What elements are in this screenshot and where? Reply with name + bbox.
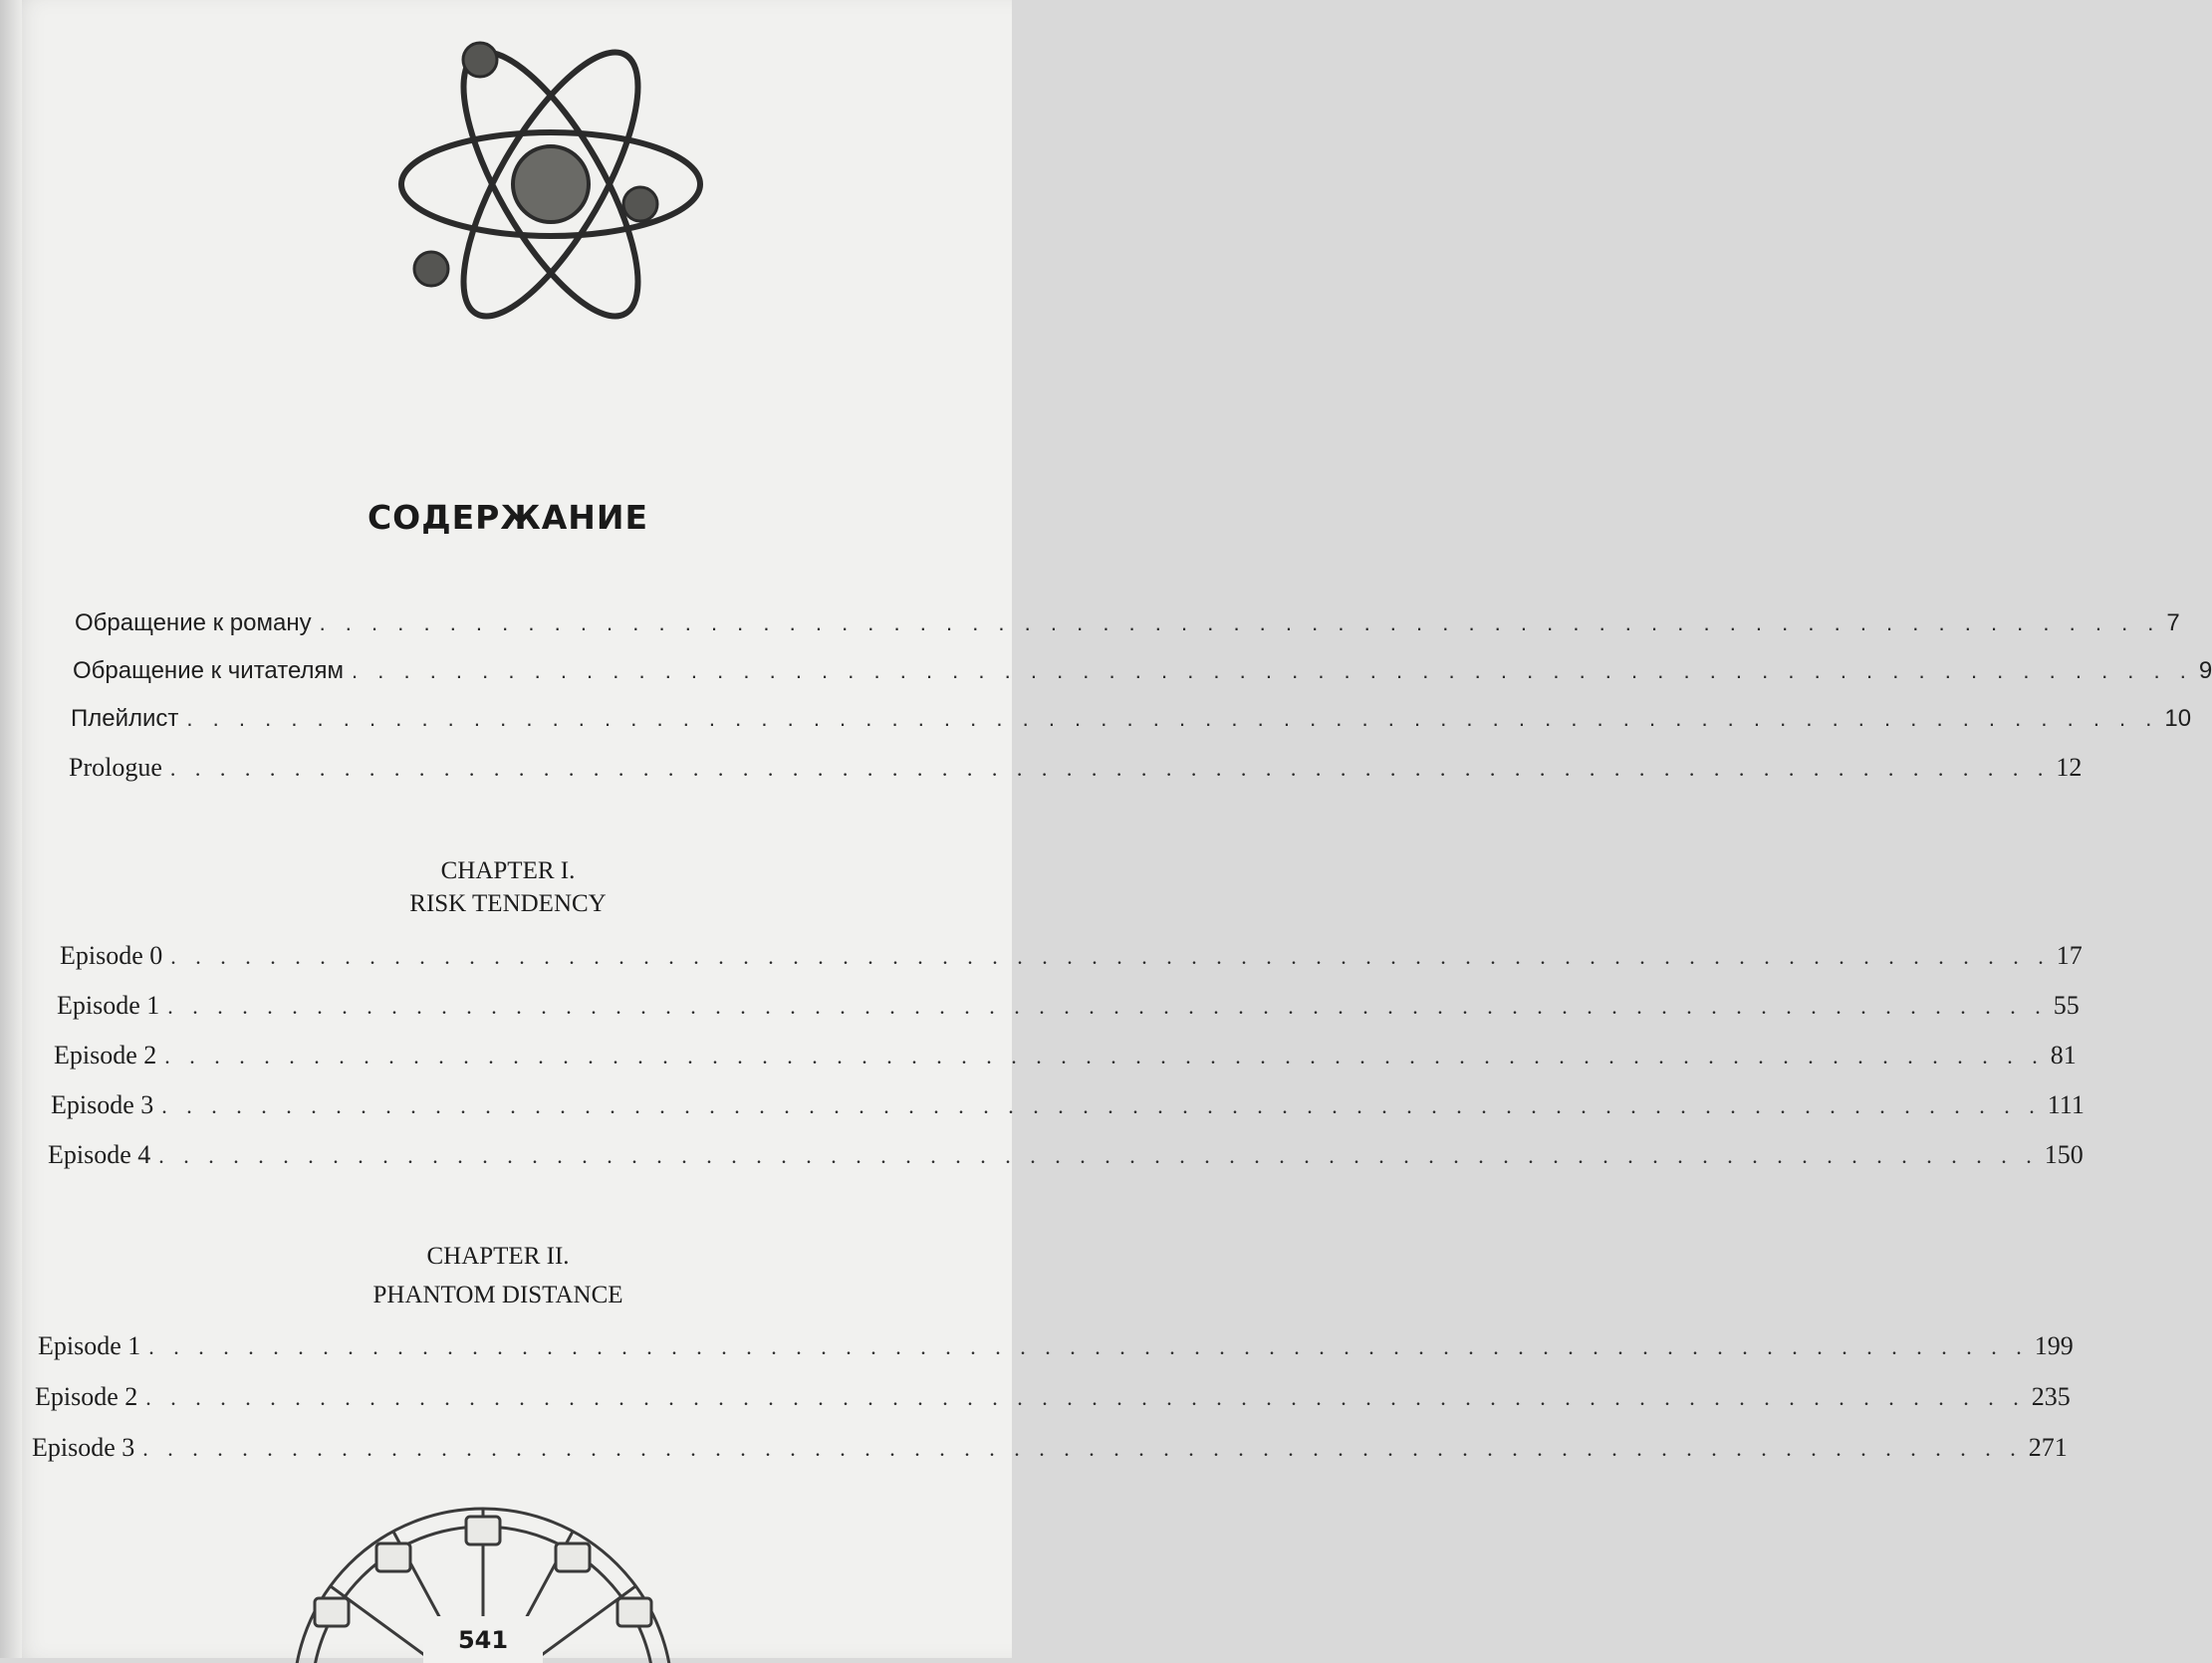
atom-icon — [396, 40, 705, 329]
toc-entry[interactable] — [73, 657, 2212, 685]
toc-leader-dots: . . . . . . . . . . . . . . . . . . . . . . . . . . . . . . . . . . . . . . . . . . . . . . . . . . . . . . . . . . . . . . . . . . . . . . . . . . . . — [158, 1143, 2039, 1168]
toc-leader-dots: . . . . . . . . . . . . . . . . . . . . . . . . . . . . . . . . . . . . . . . . . . . . . . . . . . . . . . . . . . . . . . . . . . . . . . . . . . . . — [186, 706, 2159, 731]
toc-entry-label: Episode 3 — [51, 1090, 154, 1119]
toc-entry[interactable] — [48, 1140, 2084, 1170]
toc-leader-dots: . . . . . . . . . . . . . . . . . . . . . . . . . . . . . . . . . . . . . . . . . . . . . . . . . . . . . . . . . . . . . . . . . . . . . . . — [319, 610, 2161, 635]
toc-entry-page: 55 — [2053, 991, 2080, 1020]
toc-entry[interactable] — [75, 609, 2180, 637]
toc-entry[interactable] — [38, 1331, 2074, 1361]
toc-entry-page: 9 — [2198, 657, 2212, 684]
toc-entry-page: 10 — [2164, 705, 2192, 732]
chapter-heading — [299, 854, 717, 920]
toc-leader-dots: . . . . . . . . . . . . . . . . . . . . . . . . . . . . . . . . . . . . . . . . . . . . . . . . . . . . . . . . . . . . . . . . . . . . . . . . . . . . — [148, 1334, 2029, 1359]
toc-entry-page: 235 — [2031, 1382, 2071, 1411]
toc-entry-label: Episode 0 — [60, 941, 163, 970]
toc-entry-label: Episode 1 — [57, 991, 160, 1020]
page-title: СОДЕРЖАНИЕ — [367, 498, 649, 537]
toc-entry[interactable] — [32, 1433, 2068, 1463]
toc-entry-page: 17 — [2056, 941, 2083, 970]
toc-entry[interactable] — [51, 1090, 2085, 1120]
toc-entry-label: Prologue — [69, 753, 162, 782]
toc-entry-label: Плейлист — [71, 705, 179, 732]
chapter-heading — [289, 1240, 707, 1311]
toc-entry[interactable] — [71, 705, 2192, 733]
chapter-name: RISK TENDENCY — [409, 890, 607, 917]
page-number: 541 — [457, 1626, 509, 1654]
toc-leader-dots: . . . . . . . . . . . . . . . . . . . . . . . . . . . . . . . . . . . . . . . . . . . . . . . . . . . . . . . . . . . . . . . . . . . . . . . . . . . . — [167, 994, 2048, 1019]
ferris-wheel-icon — [299, 1499, 667, 1663]
toc-entry-label: Episode 1 — [38, 1331, 141, 1360]
toc-entry-label: Обращение к читателям — [73, 657, 345, 684]
toc-entry-label: Episode 4 — [48, 1140, 151, 1169]
toc-entry-page: 271 — [2028, 1433, 2068, 1462]
toc-leader-dots: . . . . . . . . . . . . . . . . . . . . . . . . . . . . . . . . . . . . . . . . . . . . . . . . . . . . . . . . . . . . . . . . . . . . . . . . . . . . — [169, 756, 2051, 781]
toc-leader-dots: . . . . . . . . . . . . . . . . . . . . . . . . . . . . . . . . . . . . . . . . . . . . . . . . . . . . . . . . . . . . . . . . . . . . . . . . . . . . — [170, 944, 2051, 969]
toc-entry-page: 7 — [2166, 609, 2180, 636]
toc-entry-page: 199 — [2034, 1331, 2074, 1360]
toc-entry[interactable] — [57, 991, 2080, 1021]
toc-entry[interactable] — [35, 1382, 2071, 1412]
chapter-number: CHAPTER I. — [440, 857, 576, 884]
toc-entry[interactable] — [69, 753, 2083, 783]
chapter-name: PHANTOM DISTANCE — [372, 1282, 623, 1308]
book-spine-shadow — [0, 0, 22, 1658]
toc-leader-dots: . . . . . . . . . . . . . . . . . . . . . . . . . . . . . . . . . . . . . . . . . . . . . . . . . . . . . . . . . . . . . . . . . . . . . . . . . . . . — [164, 1044, 2045, 1069]
toc-entry-label: Обращение к роману — [75, 609, 312, 636]
toc-leader-dots: . . . . . . . . . . . . . . . . . . . . . . . . . . . . . . . . . . . . . . . . . . . . . . . . . . . . . . . . . . . . . . . . . . . . . . . — [352, 658, 2193, 683]
toc-entry-label: Episode 2 — [35, 1382, 138, 1411]
toc-leader-dots: . . . . . . . . . . . . . . . . . . . . . . . . . . . . . . . . . . . . . . . . . . . . . . . . . . . . . . . . . . . . . . . . . . . . . . . . . . . . — [142, 1436, 2023, 1461]
toc-entry-page: 12 — [2056, 753, 2083, 782]
chapter-number: CHAPTER II. — [426, 1243, 570, 1270]
toc-entry-label: Episode 2 — [54, 1041, 157, 1069]
toc-leader-dots: . . . . . . . . . . . . . . . . . . . . . . . . . . . . . . . . . . . . . . . . . . . . . . . . . . . . . . . . . . . . . . . . . . . . . . . . . . . . — [145, 1385, 2026, 1410]
toc-entry-page: 81 — [2050, 1041, 2077, 1069]
toc-entry-page: 111 — [2047, 1090, 2085, 1119]
toc-entry[interactable] — [54, 1041, 2077, 1070]
toc-entry-label: Episode 3 — [32, 1433, 135, 1462]
toc-entry[interactable] — [60, 941, 2083, 971]
toc-leader-dots: . . . . . . . . . . . . . . . . . . . . . . . . . . . . . . . . . . . . . . . . . . . . . . . . . . . . . . . . . . . . . . . . . . . . . . . . . . . . — [161, 1093, 2042, 1118]
toc-entry-page: 150 — [2044, 1140, 2084, 1169]
